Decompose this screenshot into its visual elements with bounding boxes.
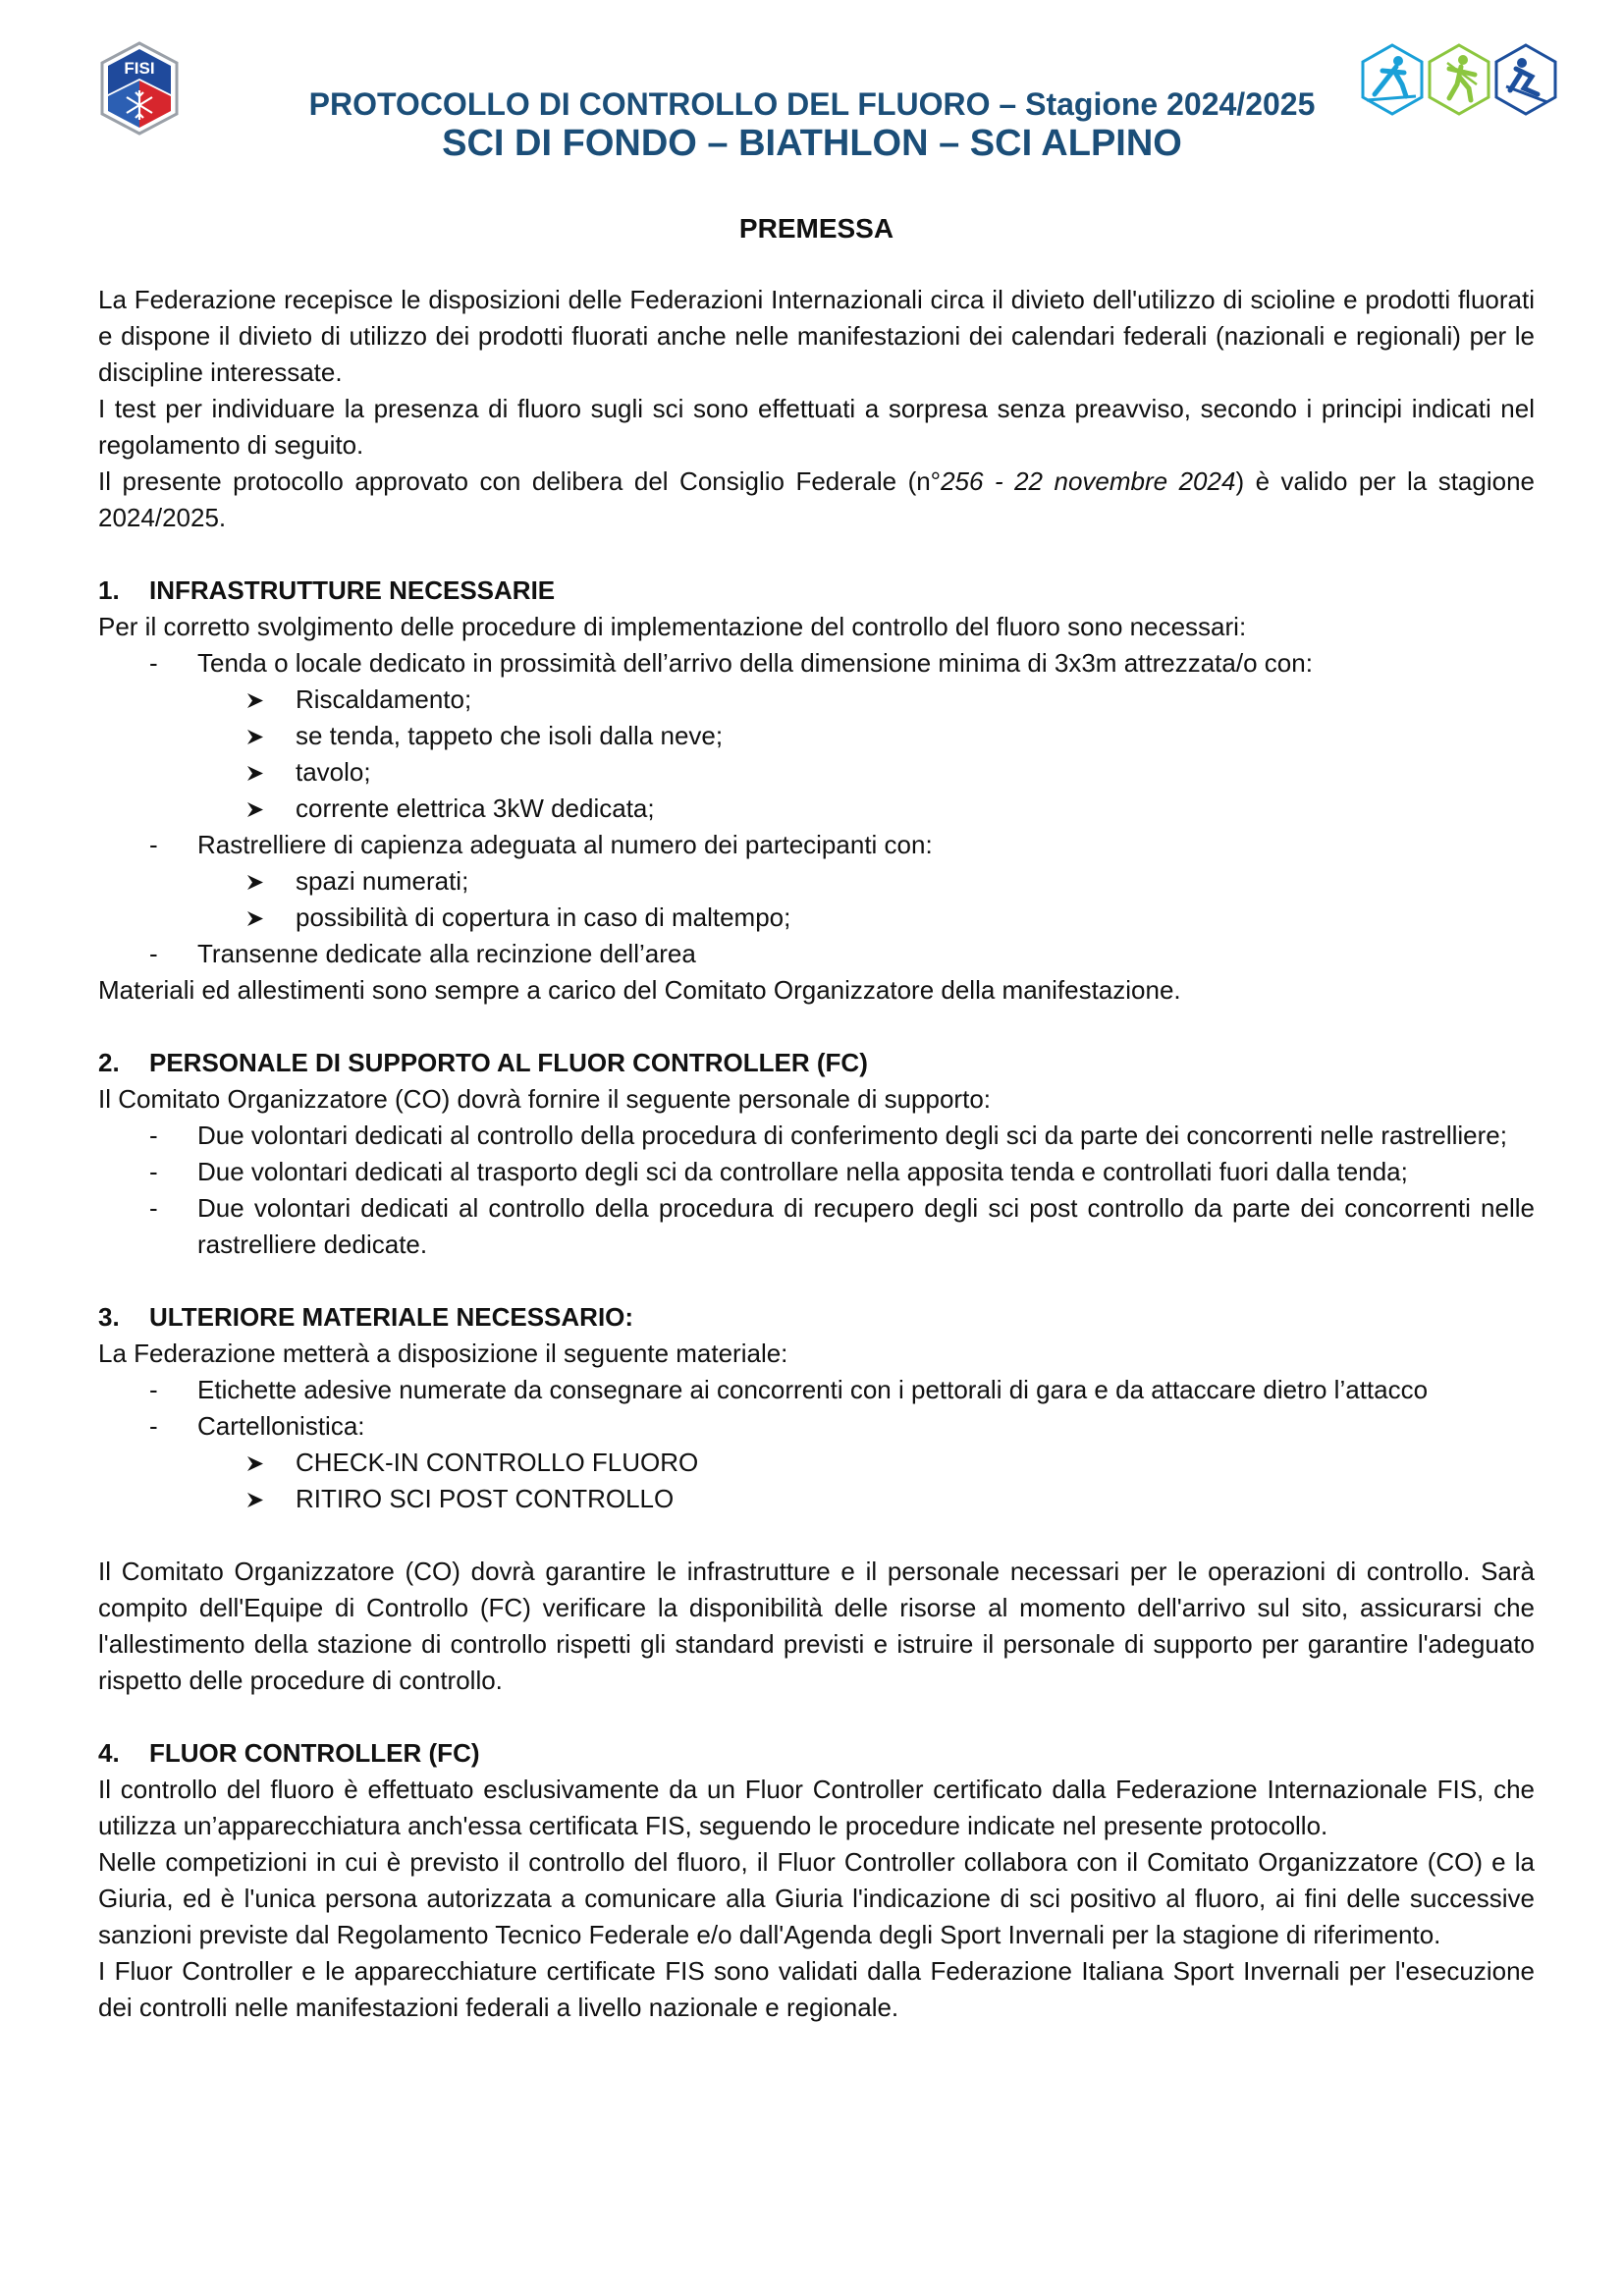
document-body (98, 210, 1535, 2026)
section-3-list (98, 1372, 1535, 1445)
list-item-text: Tenda o locale dedicato in prossimità dell’arrivo della dimensione minima di 3x3m attrezzata/o con: (197, 648, 1313, 678)
arrow-bullet-icon (246, 1492, 264, 1508)
section-1-list-cont (98, 827, 1535, 863)
section-2-heading (98, 1045, 1535, 1081)
section-3-sublist (98, 1445, 1535, 1517)
premessa-paragraph-3 (98, 464, 1535, 536)
premessa-p3-italic: 256 - 22 novembre 2024 (941, 466, 1236, 496)
list-item (98, 1190, 1535, 1263)
sub-list-item-text: possibilità di copertura in caso di maltempo; (296, 902, 791, 932)
sub-list-item (98, 863, 1535, 900)
arrow-bullet-icon (246, 910, 264, 927)
list-item (98, 1118, 1535, 1154)
section-2-list (98, 1118, 1535, 1263)
section-3-number: 3. (98, 1302, 120, 1332)
section-2-number: 2. (98, 1048, 120, 1077)
sub-list-item-text: CHECK-IN CONTROLLO FLUORO (296, 1448, 699, 1477)
sub-list-item-text: RITIRO SCI POST CONTROLLO (296, 1484, 675, 1513)
list-item-text: Due volontari dedicati al controllo della procedura di recupero degli sci post controllo da parte dei concorrenti nelle rastrelliere dedicate. (197, 1193, 1535, 1259)
section-3-title: ULTERIORE MATERIALE NECESSARIO: (149, 1302, 634, 1332)
list-item-text: Etichette adesive numerate da consegnare ai concorrenti con i pettorali di gara e da attaccare dietro l’attacco (197, 1375, 1429, 1404)
sub-list-item (98, 1481, 1535, 1517)
sub-list-item-text: tavolo; (296, 757, 371, 787)
sub-list-item (98, 900, 1535, 936)
section-3-intro: La Federazione metterà a disposizione il seguente materiale: (98, 1339, 788, 1368)
sub-list-item-text: Riscaldamento; (296, 684, 472, 714)
list-item-text: Due volontari dedicati al trasporto degli sci da controllare nella apposita tenda e controllati fuori dalla tenda; (197, 1157, 1408, 1186)
section-1-list (98, 645, 1535, 682)
document-title: PROTOCOLLO DI CONTROLLO DEL FLUORO – Stagione 2024/2025 (308, 86, 1316, 122)
sub-list-item-text: spazi numerati; (296, 866, 469, 896)
premessa-p3-after: ) è valido per la stagione 2024/2025. (98, 466, 1536, 532)
page-header (0, 0, 1624, 196)
premessa-p3-before: Il presente protocollo approvato con delibera del Consiglio Federale (n° (98, 466, 942, 496)
premessa-paragraph-1: La Federazione recepisce le disposizioni delle Federazioni Internazionali circa il divieto dell'utilizzo di scioline e prodotti fluorati e dispone il divieto di utilizzo dei prodotti fluorati anche nelle manifestazioni dei calendari federali (nazionali e regionali) per le discipline interessate. (98, 285, 1535, 387)
arrow-bullet-icon (246, 729, 264, 745)
biathlete-icon (1430, 45, 1489, 114)
section-4-paragraph-3: I Fluor Controller e le apparecchiature certificate FIS sono validati dalla Federazione Italiana Sport Invernali per l'esecuzione dei controlli nelle manifestazioni federali a livello nazionale e regionale. (98, 1956, 1535, 2022)
section-4-paragraph-1: Il controllo del fluoro è effettuato esclusivamente da un Fluor Controller certificato dalla Federazione Internazionale FIS, che utilizza un’apparecchiatura anch'essa certificata FIS, seguendo le procedure indicate nel presente protocollo. (98, 1775, 1535, 1840)
section-4-heading (98, 1735, 1535, 1772)
section-1-intro: Per il corretto svolgimento delle procedure di implementazione del controllo del fluoro sono necessari: (98, 612, 1247, 641)
list-item (98, 936, 1535, 972)
spacer (98, 1517, 1535, 1554)
section-1-title: INFRASTRUTTURE NECESSARIE (149, 575, 556, 605)
section-1-sublist-2 (98, 863, 1535, 936)
fisi-logo-text: FISI (124, 59, 155, 78)
list-item-text: Cartellonistica: (197, 1411, 365, 1441)
alpine-skier-icon (1496, 45, 1555, 114)
document-subtitle: SCI DI FONDO – BIATHLON – SCI ALPINO (442, 123, 1182, 164)
cross-country-skier-icon (1363, 45, 1422, 114)
arrow-bullet-icon (246, 874, 264, 891)
sub-list-item-text: corrente elettrica 3kW dedicata; (296, 793, 655, 823)
list-item (98, 1372, 1535, 1408)
sub-list-item (98, 1445, 1535, 1481)
sub-list-item (98, 791, 1535, 827)
arrow-bullet-icon (246, 801, 264, 818)
section-1-list-end (98, 936, 1535, 972)
section-3-closing: Il Comitato Organizzatore (CO) dovrà garantire le infrastrutture e il personale necessari per le operazioni di controllo. Sarà compito dell'Equipe di Controllo (FC) verificare la disponibilità delle risorse al momento dell'arrivo sul sito, assicurarsi che l'allestimento della stazione di controllo rispetti gli standard previsti e istruire il personale di supporto per garantire l'adeguato rispetto delle procedure di controllo. (98, 1557, 1535, 1695)
sub-list-item-text: se tenda, tappeto che isoli dalla neve; (296, 721, 724, 750)
arrow-bullet-icon (246, 765, 264, 782)
sport-disciplines-logo (1359, 41, 1561, 120)
list-item (98, 827, 1535, 863)
sub-list-item (98, 754, 1535, 791)
section-1-sublist-1 (98, 682, 1535, 827)
section-4-number: 4. (98, 1738, 120, 1768)
list-item (98, 1408, 1535, 1445)
list-item (98, 1154, 1535, 1190)
section-1-heading (98, 573, 1535, 609)
section-3-heading (98, 1299, 1535, 1336)
list-item-text: Rastrelliere di capienza adeguata al numero dei partecipanti con: (197, 830, 933, 859)
sub-list-item (98, 682, 1535, 718)
arrow-bullet-icon (246, 1455, 264, 1472)
section-2-title: PERSONALE DI SUPPORTO AL FLUOR CONTROLLER (FC) (149, 1048, 868, 1077)
section-4-paragraph-2: Nelle competizioni in cui è previsto il controllo del fluoro, il Fluor Controller collabora con il Comitato Organizzatore (CO) e la Giuria, ed è l'unica persona autorizzata a comunicare alla Giuria l'indicazione di sci positivo al fluoro, ai fini delle successive sanzioni previste dal Regolamento Tecnico Federale e/o dall'Agenda degli Sport Invernali per la stagione di riferimento. (98, 1847, 1535, 1949)
section-1-footer: Materiali ed allestimenti sono sempre a carico del Comitato Organizzatore della manifestazione. (98, 975, 1181, 1005)
section-1-number: 1. (98, 575, 120, 605)
section-2-intro: Il Comitato Organizzatore (CO) dovrà fornire il seguente personale di supporto: (98, 1084, 991, 1114)
premessa-heading: PREMESSA (738, 213, 894, 244)
section-4-title: FLUOR CONTROLLER (FC) (149, 1738, 480, 1768)
list-item-text: Transenne dedicate alla recinzione dell’area (197, 939, 696, 968)
premessa-paragraph-2: I test per individuare la presenza di fluoro sugli sci sono effettuati a sorpresa senza preavviso, secondo i principi indicati nel regolamento di seguito. (98, 394, 1535, 460)
list-item (98, 645, 1535, 682)
arrow-bullet-icon (246, 692, 264, 709)
sub-list-item (98, 718, 1535, 754)
list-item-text: Due volontari dedicati al controllo della procedura di conferimento degli sci da parte dei concorrenti nelle rastrelliere; (197, 1121, 1507, 1150)
